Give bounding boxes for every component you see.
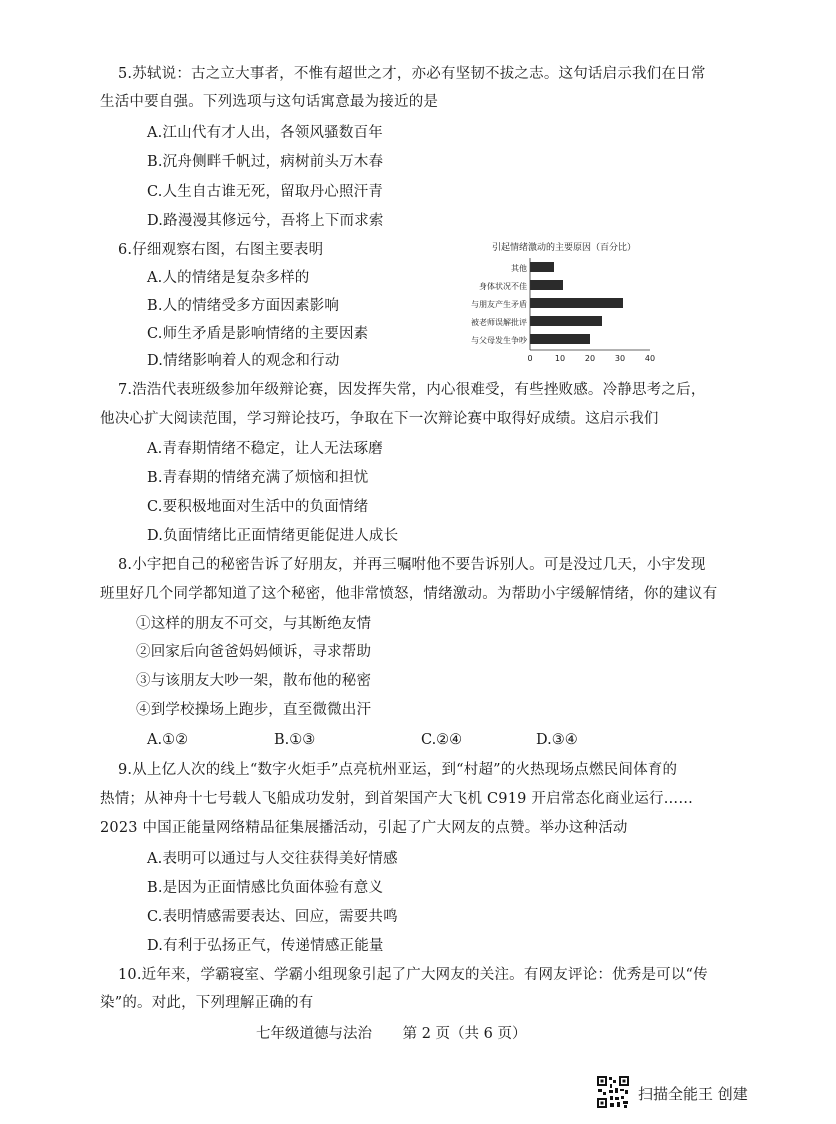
q7-option-c: C.要积极地面对生活中的负面情绪 — [147, 499, 369, 515]
q6-option-d: D.情绪影响着人的观念和行动 — [147, 353, 340, 369]
footer-subject: 七年级道德与法治 — [256, 1026, 372, 1042]
q5-option-d: D.路漫漫其修远兮，吾将上下而求索 — [147, 213, 384, 229]
chart-bar — [530, 334, 590, 344]
q8-item-2: ②回家后向爸爸妈妈倾诉，寻求帮助 — [136, 644, 372, 660]
chart-category-label: 其他 — [511, 264, 527, 273]
q8-answer-c: C.②④ — [421, 732, 463, 748]
emotion-causes-chart — [452, 238, 656, 368]
q9-option-a: A.表明可以通过与人交往获得美好情感 — [147, 851, 398, 867]
q5-option-b: B.沉舟侧畔千帆过，病树前头万木春 — [147, 154, 384, 170]
q5-stem-line2: 生活中要自强。下列选项与这句话寓意最为接近的是 — [100, 94, 439, 110]
q5-option-c: C.人生自古谁无死，留取丹心照汗青 — [147, 184, 384, 200]
q6-option-a: A.人的情绪是复杂多样的 — [147, 270, 310, 286]
chart-title: 引起情绪激动的主要原因（百分比） — [492, 243, 637, 253]
q9-stem-line2: 热情；从神舟十七号载人飞船成功发射，到首架国产大飞机 C919 开启常态化商业运行…… — [100, 791, 694, 807]
q8-answer-b: B.①③ — [274, 732, 316, 748]
q5-stem-line1: 5.苏轼说：古之立大事者，不惟有超世之才，亦必有坚韧不拔之志。这句话启示我们在日常 — [118, 66, 706, 82]
chart-bar — [530, 316, 602, 326]
q9-option-c: C.表明情感需要表达、回应，需要共鸣 — [147, 909, 398, 925]
q7-stem-line2: 他决心扩大阅读范围，学习辩论技巧，争取在下一次辩论赛中取得好成绩。这启示我们 — [100, 411, 659, 427]
q8-stem-line2: 班里好几个同学都知道了这个秘密，他非常愤怒，情绪激动。为帮助小宇缓解情绪，你的建议有 — [100, 586, 718, 602]
q8-answer-a: A.①② — [147, 732, 189, 748]
scanner-watermark — [596, 1075, 836, 1115]
chart-tick-label: 10 — [554, 354, 566, 363]
q10-stem-line1: 10.近年来，学霸寝室、学霸小组现象引起了广大网友的关注。有网友评论：优秀是可以“传 — [118, 967, 708, 983]
chart-tick-label: 0 — [527, 354, 533, 363]
q7-option-a: A.青春期情绪不稳定，让人无法琢磨 — [147, 441, 383, 457]
qr-code-icon — [596, 1075, 630, 1109]
q9-stem-line1: 9.从上亿人次的线上“数字火炬手”点亮杭州亚运，到“村超”的火热现场点燃民间体育的 — [118, 762, 678, 778]
footer-page-number: 第 2 页（共 6 页） — [402, 1026, 527, 1042]
chart-bar — [530, 298, 623, 308]
q9-stem-line3: 2023 中国正能量网络精品征集展播活动，引起了广大网友的点赞。举办这种活动 — [100, 820, 628, 836]
chart-category-label: 与父母发生争吵 — [471, 336, 527, 345]
chart-bar — [530, 280, 563, 290]
q10-stem-line2: 染”的。对此，下列理解正确的有 — [100, 995, 314, 1011]
q8-item-1: ①这样的朋友不可交，与其断绝友情 — [136, 616, 372, 632]
page-footer — [256, 1022, 527, 1043]
chart-category-label: 身体状况不佳 — [479, 282, 527, 291]
q7-option-b: B.青春期的情绪充满了烦恼和担忧 — [147, 470, 369, 486]
q9-option-d: D.有利于弘扬正气，传递情感正能量 — [147, 938, 384, 954]
q8-item-3: ③与该朋友大吵一架，散布他的秘密 — [136, 673, 372, 689]
q6-option-b: B.人的情绪受多方面因素影响 — [147, 298, 340, 314]
q7-stem-line1: 7.浩浩代表班级参加年级辩论赛，因发挥失常，内心很难受，有些挫败感。冷静思考之后， — [118, 382, 706, 398]
chart-category-label: 与朋友产生矛盾 — [471, 300, 527, 309]
q6-option-c: C.师生矛盾是影响情绪的主要因素 — [147, 326, 369, 342]
q8-item-4: ④到学校操场上跑步，直至微微出汗 — [136, 702, 372, 718]
chart-category-label: 被老师误解批评 — [471, 318, 527, 327]
q6-stem: 6.仔细观察右图，右图主要表明 — [118, 242, 324, 258]
chart-bar — [530, 262, 554, 272]
q7-option-d: D.负面情绪比正面情绪更能促进人成长 — [147, 528, 399, 544]
q8-stem-line1: 8.小宇把自己的秘密告诉了好朋友，并再三嘱咐他不要告诉别人。可是没过几天，小宇发现 — [118, 557, 706, 573]
chart-tick-label: 40 — [644, 354, 656, 363]
chart-tick-label: 30 — [614, 354, 626, 363]
q5-option-a: A.江山代有才人出，各领风骚数百年 — [147, 125, 383, 141]
q9-option-b: B.是因为正面情感比负面体验有意义 — [147, 880, 384, 896]
chart-tick-label: 20 — [584, 354, 596, 363]
q8-answer-d: D.③④ — [536, 732, 578, 748]
watermark-text: 扫描全能王 创建 — [638, 1085, 748, 1103]
